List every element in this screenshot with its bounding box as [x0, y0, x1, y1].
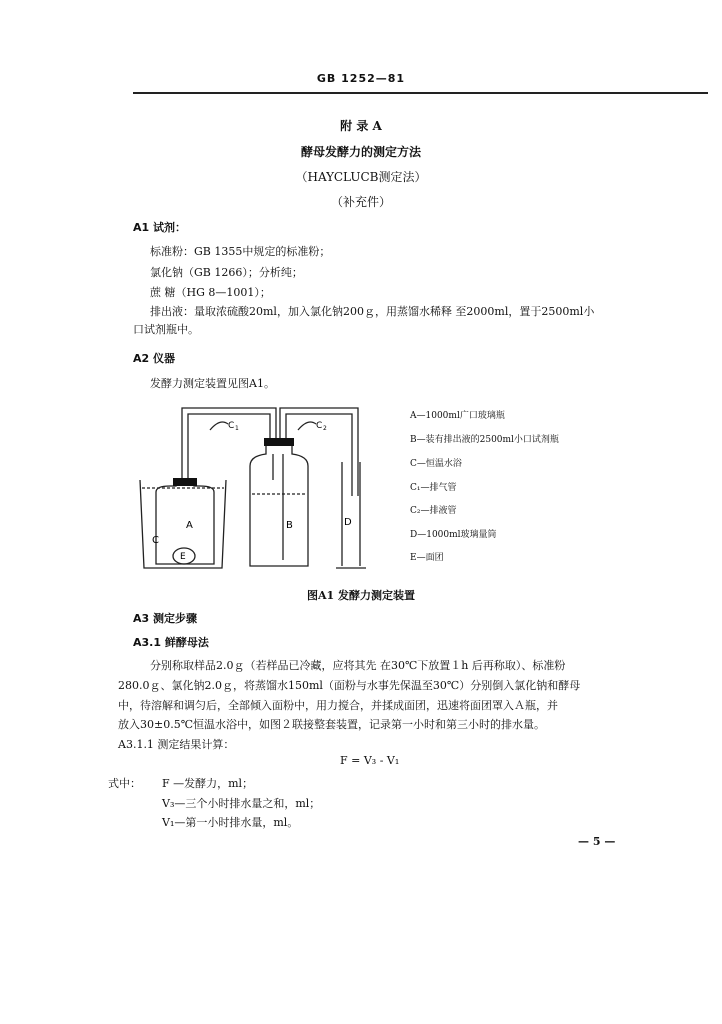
legend-item: E—面团	[410, 553, 444, 563]
section-a1-heading: A1 试剂：	[133, 221, 186, 234]
reagent-item: 蔗 糖（HG 8—1001）；	[150, 286, 271, 299]
subsection-a3-1-heading: A3.1 鲜酵母法	[133, 636, 209, 649]
figure-caption: 图A1 发酵力测定装置	[306, 589, 416, 602]
cylinder-d-outline	[336, 462, 366, 568]
stopper-a	[173, 478, 197, 486]
label-c2: C	[316, 421, 323, 431]
legend-item: C₁—排气管	[410, 483, 457, 493]
appendix-title: 酵母发酵力的测定方法	[300, 145, 421, 159]
label-b: B	[286, 520, 293, 531]
bottle-b-outline	[250, 440, 308, 566]
appendix-note: （补充件）	[330, 195, 391, 209]
label-e: E	[180, 552, 186, 562]
legend-item: A—1000ml广口玻璃瓶	[410, 411, 505, 421]
label-c2-sub: 2	[323, 425, 327, 432]
tube-c1	[182, 408, 276, 482]
label-c1-sub: 1	[235, 425, 239, 432]
label-c1: C	[228, 421, 235, 431]
definition-item: V₃—三个小时排水量之和，ml；	[162, 797, 321, 810]
formula: F = V₃ - V₁	[340, 754, 400, 767]
appendix-label: 附 录 A	[340, 119, 382, 133]
reagent-item: 排出液：量取浓硫酸20ml，加入氯化钠200ｇ，用蒸馏水稀释 至2000ml，置于2500ml小	[150, 305, 595, 318]
standard-number: GB 1252—81	[316, 72, 406, 85]
label-a: A	[186, 520, 193, 531]
legend-item: C₂—排液管	[410, 506, 457, 516]
reagent-item: 标准粉：GB 1355中规定的标准粉；	[150, 245, 331, 258]
apparatus-diagram	[130, 400, 390, 580]
stopper-b	[264, 438, 294, 446]
instrument-text: 发酵力测定装置见图A1。	[150, 377, 275, 390]
legend-item: B—装有排出液的2500ml小口试剂瓶	[410, 435, 559, 445]
where-prefix: 式中：	[108, 777, 141, 790]
section-a2-heading: A2 仪器	[133, 352, 175, 365]
appendix-subtitle: （HAYCLUCB测定法）	[295, 170, 427, 184]
legend-item: C—恒温水浴	[410, 459, 462, 469]
label-d: D	[344, 517, 352, 528]
calc-heading: A3.1.1 测定结果计算：	[118, 738, 235, 751]
definition-item: F —发酵力，ml；	[162, 777, 254, 790]
procedure-line: 280.0ｇ、氯化钠2.0ｇ，将蒸馏水150ml（面粉与水事先保温至30℃）分别倒入氯化钠和酵母	[118, 679, 581, 692]
legend-item: D—1000ml玻璃量筒	[410, 530, 497, 540]
procedure-line: 中，待溶解和调匀后，全部倾入面粉中，用力搅合，并揉成面团，迅速将面团罩入Ａ瓶，并	[118, 699, 558, 712]
procedure-line: 放入30±0.5℃恒温水浴中，如图２联接整套装置，记录第一小时和第三小时的排水量。	[118, 718, 546, 731]
reagent-item: 口试剂瓶中。	[133, 323, 199, 336]
label-c: C	[152, 535, 159, 546]
header-rule	[133, 92, 708, 94]
page-number: — 5 —	[578, 835, 616, 848]
definition-item: V₁—第一小时排水量，ml。	[162, 816, 299, 829]
reagent-item: 氯化钠（GB 1266）；分析纯；	[150, 266, 303, 279]
procedure-line: 分别称取样品2.0ｇ（若样品已冷藏，应将其先 在30℃下放置１h 后再称取）、标准粉	[150, 659, 566, 672]
section-a3-heading: A3 测定步骤	[133, 612, 197, 625]
